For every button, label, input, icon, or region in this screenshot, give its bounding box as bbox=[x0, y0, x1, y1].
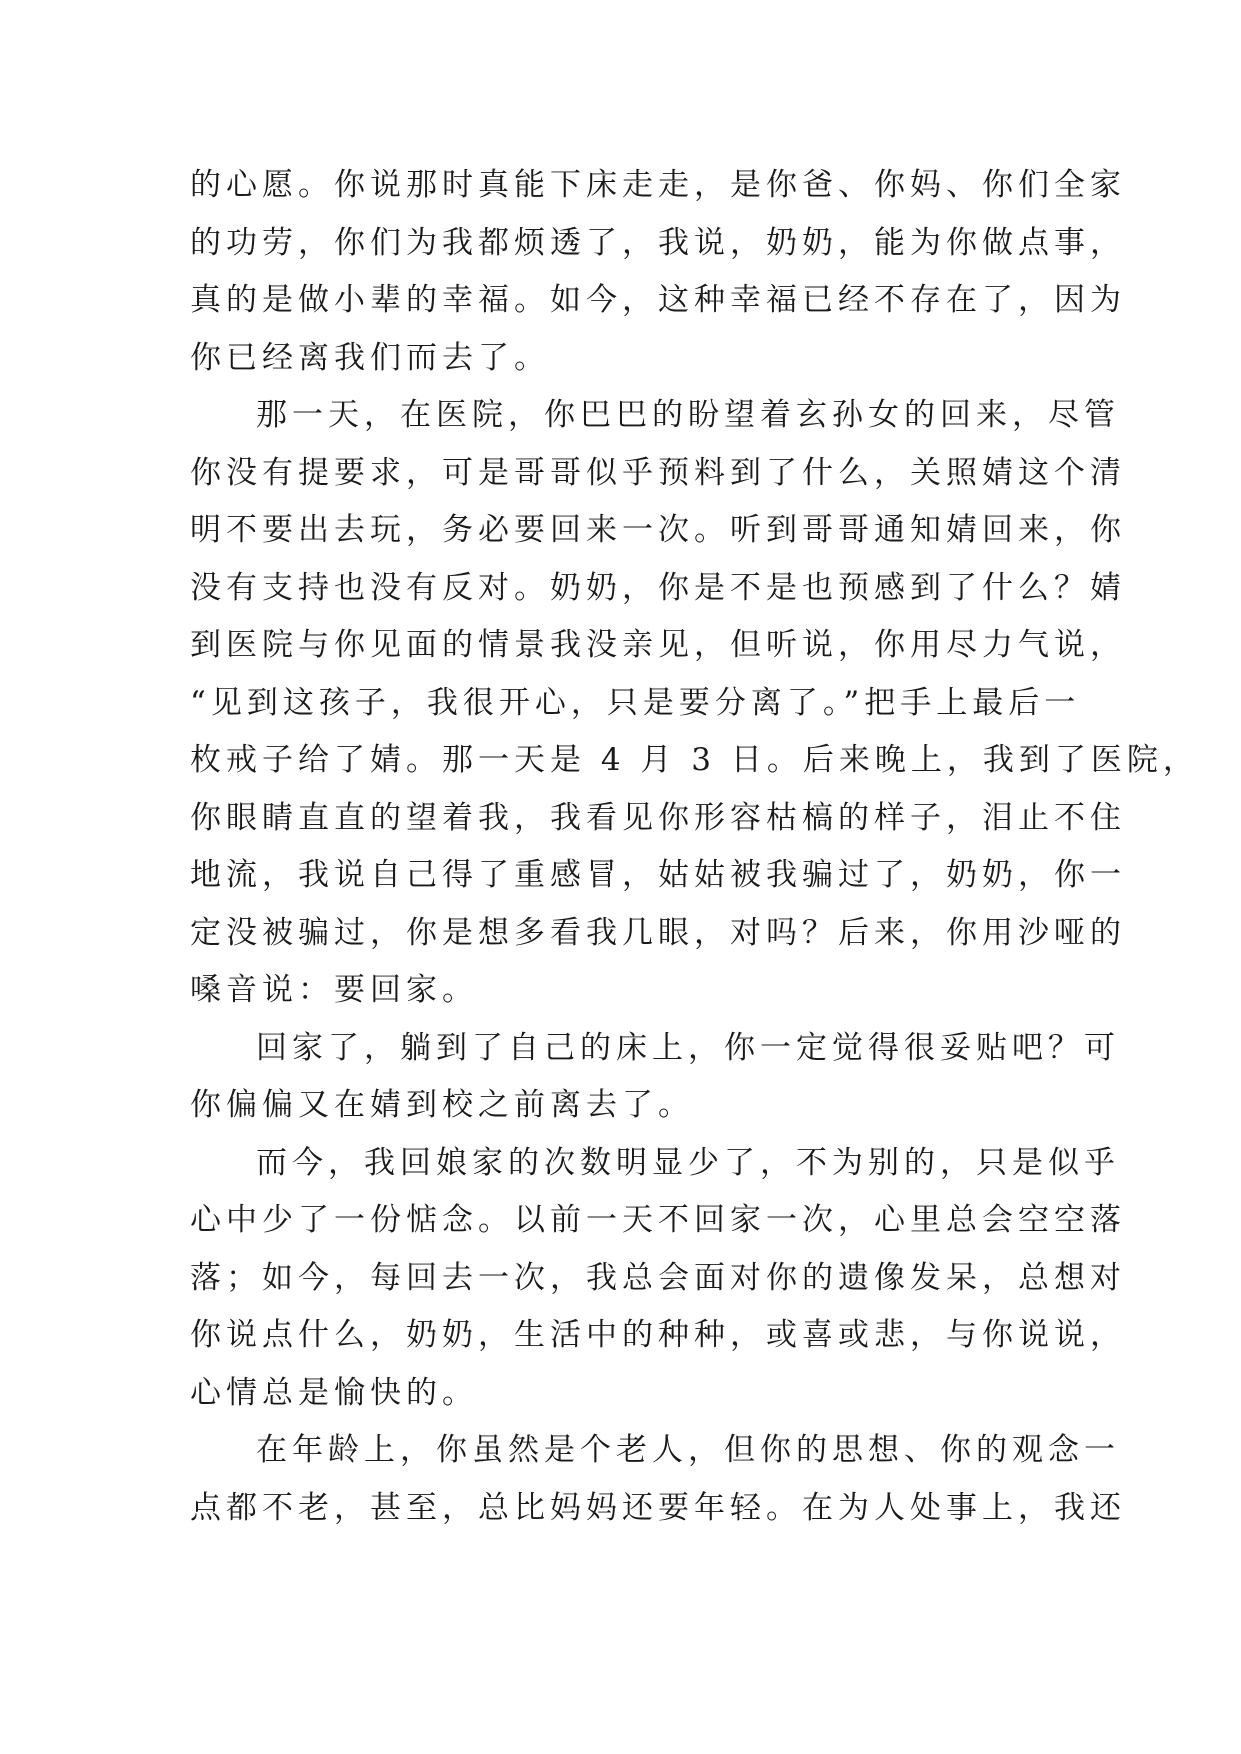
text-line: 回家了，躺到了自己的床上，你一定觉得很妥贴吧？可 bbox=[256, 1029, 1120, 1066]
text-line: 的功劳，你们为我都烦透了，我说，奶奶，能为你做点事， bbox=[190, 224, 1126, 261]
text-line: 你眼睛直直的望着我，我看见你形容枯槁的样子，泪止不住 bbox=[190, 799, 1126, 836]
text-line: 你说点什么，奶奶，生活中的种种，或喜或悲，与你说说， bbox=[190, 1317, 1126, 1353]
text-line: 到医院与你见面的情景我没亲见，但听说，你用尽力气说， bbox=[190, 627, 1126, 663]
paragraph-2 bbox=[190, 387, 1199, 1020]
text-line: “见到这孩子，我很开心，只是要分离了。”把手上最后一 bbox=[190, 684, 1081, 721]
text-line: 明不要出去玩，务必要回来一次。听到哥哥通知婧回来，你 bbox=[190, 512, 1126, 548]
text-line: 枚戒子给了婧。那一天是 4 月 3 日。后来晚上，我到了医院， bbox=[190, 742, 1199, 778]
document-body bbox=[190, 157, 1199, 1537]
paragraph-1 bbox=[190, 157, 1126, 387]
text-line: 点都不老，甚至，总比妈妈还要年轻。在为人处事上，我还 bbox=[190, 1489, 1126, 1526]
text-line: 定没被骗过，你是想多看我几眼，对吗？后来，你用沙哑的 bbox=[190, 914, 1126, 951]
text-line: 真的是做小辈的幸福。如今，这种幸福已经不存在了，因为 bbox=[190, 282, 1126, 318]
paragraph-3 bbox=[190, 1020, 1120, 1135]
paragraph-4 bbox=[190, 1135, 1126, 1423]
paragraph-5 bbox=[190, 1422, 1126, 1537]
text-line: 落；如今，每回去一次，我总会面对你的遗像发呆，总想对 bbox=[190, 1259, 1126, 1296]
text-line: 你偏偏又在婧到校之前离去了。 bbox=[190, 1087, 694, 1123]
text-line: 心中少了一份惦念。以前一天不回家一次，心里总会空空落 bbox=[190, 1202, 1126, 1238]
text-line: 在年龄上，你虽然是个老人，但你的思想、你的观念一 bbox=[256, 1432, 1120, 1468]
text-line: 地流，我说自己得了重感冒，姑姑被我骗过了，奶奶，你一 bbox=[190, 857, 1126, 893]
text-line: 而今，我回娘家的次数明显少了，不为别的，只是似乎 bbox=[256, 1144, 1120, 1181]
text-line: 那一天，在医院，你巴巴的盼望着玄孙女的回来，尽管 bbox=[256, 397, 1120, 433]
text-line: 你已经离我们而去了。 bbox=[190, 339, 550, 376]
text-line: 心情总是愉快的。 bbox=[190, 1374, 478, 1411]
text-line: 你没有提要求，可是哥哥似乎预料到了什么，关照婧这个清 bbox=[190, 454, 1126, 491]
text-line: 没有支持也没有反对。奶奶，你是不是也预感到了什么？婧 bbox=[190, 569, 1126, 606]
text-line: 嗓音说：要回家。 bbox=[190, 972, 478, 1008]
text-line: 的心愿。你说那时真能下床走走，是你爸、你妈、你们全家 bbox=[190, 167, 1126, 203]
